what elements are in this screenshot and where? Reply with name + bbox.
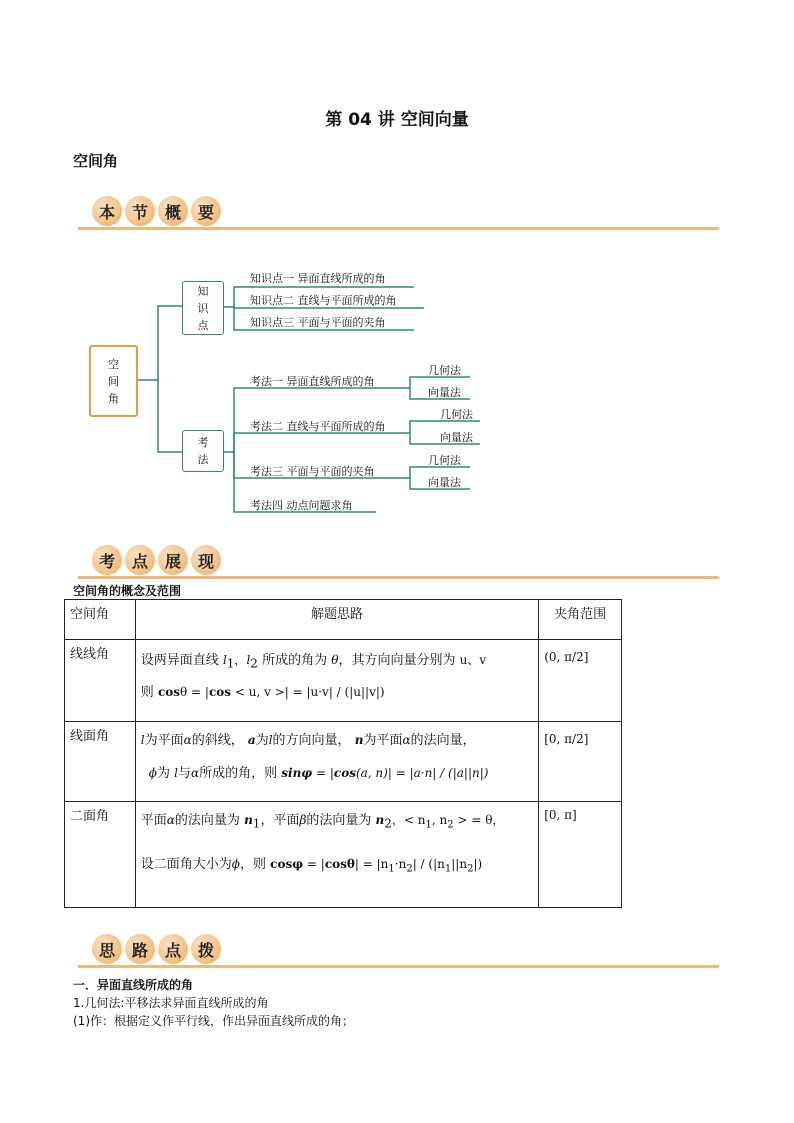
mindmap-methods-node: [182, 430, 224, 472]
banner-char: 展: [158, 545, 188, 575]
section-subtitle: 空间角: [73, 152, 119, 170]
banner-underline: [78, 576, 719, 579]
banner-underline: [78, 965, 719, 968]
knowledge-item: 知识点二 直线与平面所成的角: [250, 294, 397, 307]
table-header: 解题思路: [135, 600, 538, 640]
mindmap-root: [89, 345, 138, 417]
method-item: 考法四 动点问题求角: [250, 499, 353, 512]
mindmap-knowledge-node: [182, 281, 224, 335]
banner-char: 现: [191, 545, 221, 575]
tips-item: 1.几何法:平移法求异面直线所成的角: [73, 996, 269, 1010]
table-header: 夹角范围: [539, 600, 622, 640]
spatial-angle-table: [64, 599, 622, 908]
banner-char: 要: [191, 196, 221, 226]
banner-char: 点: [158, 934, 188, 964]
row-line: 设两异面直线 $l_1$，$l_2$ 所成的角为 θ，其方向向量分别为 u、v: [140, 653, 487, 671]
knowledge-item: 知识点一 异面直线所成的角: [250, 272, 386, 285]
method-sub-geometric: 几何法: [440, 408, 473, 421]
method-sub-vector: 向量法: [428, 386, 461, 399]
row-method: [135, 722, 538, 802]
row-name: 二面角: [65, 802, 136, 908]
method-sub-geometric: 几何法: [428, 364, 461, 377]
row-range: [0, π]: [539, 802, 622, 908]
banner-tips: [78, 934, 719, 968]
table-header: 空间角: [65, 600, 136, 640]
method-sub-vector: 向量法: [440, 431, 473, 444]
banner-char: 路: [125, 934, 155, 964]
row-line: 平面α的法向量为 $n_1$，平面β的法向量为 $n_2$，< $n_1$, $n_2$ > = θ，: [140, 813, 505, 831]
banner-exam-points: [78, 545, 719, 579]
row-line: l为平面α的斜线， a为l的方向向量， n为平面α的法向量，: [140, 733, 476, 748]
method-item: 考法三 平面与平面的夹角: [250, 465, 375, 478]
method-item: 考法一 异面直线所成的角: [250, 375, 375, 388]
banner-char: 拨: [191, 934, 221, 964]
table-header-row: [65, 600, 622, 640]
tips-heading: 一．异面直线所成的角: [73, 978, 194, 992]
method-sub-geometric: 几何法: [428, 454, 461, 467]
method-item: 考法二 直线与平面所成的角: [250, 420, 386, 433]
banner-char: 点: [125, 545, 155, 575]
method-sub-vector: 向量法: [428, 476, 461, 489]
mindmap-knowledge-label: 知识点: [197, 284, 209, 332]
table-row: [65, 640, 622, 722]
row-range: [0, π/2]: [539, 722, 622, 802]
row-line: 则 cosθ = |cos < u, v >| = |u·v| / (|u||v|): [140, 684, 385, 700]
mindmap-root-label: 空间角: [108, 357, 119, 405]
banner-char: 思: [92, 934, 122, 964]
table-row: [65, 722, 622, 802]
banner-char: 节: [125, 196, 155, 226]
banner-char: 本: [92, 196, 122, 226]
row-range: (0, π/2]: [539, 640, 622, 722]
banner-char: 概: [158, 196, 188, 226]
document-title: 第 04 讲 空间向量: [325, 110, 469, 130]
row-method: [135, 802, 538, 908]
table-row: [65, 802, 622, 908]
mindmap-methods-label: 考法: [197, 436, 209, 466]
knowledge-item: 知识点三 平面与平面的夹角: [250, 316, 386, 329]
row-name: 线面角: [65, 722, 136, 802]
table-caption: 空间角的概念及范围: [73, 584, 182, 598]
row-name: 线线角: [65, 640, 136, 722]
row-method: [135, 640, 538, 722]
row-line: 设二面角大小为ϕ，则 $\cos\varphi = |\cos\theta| = |n_1\cdot n_2| / (|n_1||n_2|)$: [140, 856, 483, 874]
tips-item: (1)作：根据定义作平行线，作出异面直线所成的角；: [73, 1014, 355, 1028]
row-line: ϕ为 l与α所成的角，则 sinφ = |cos(a, n)| = |a·n| / (|a||n|): [148, 766, 489, 781]
banner-char: 考: [92, 545, 122, 575]
